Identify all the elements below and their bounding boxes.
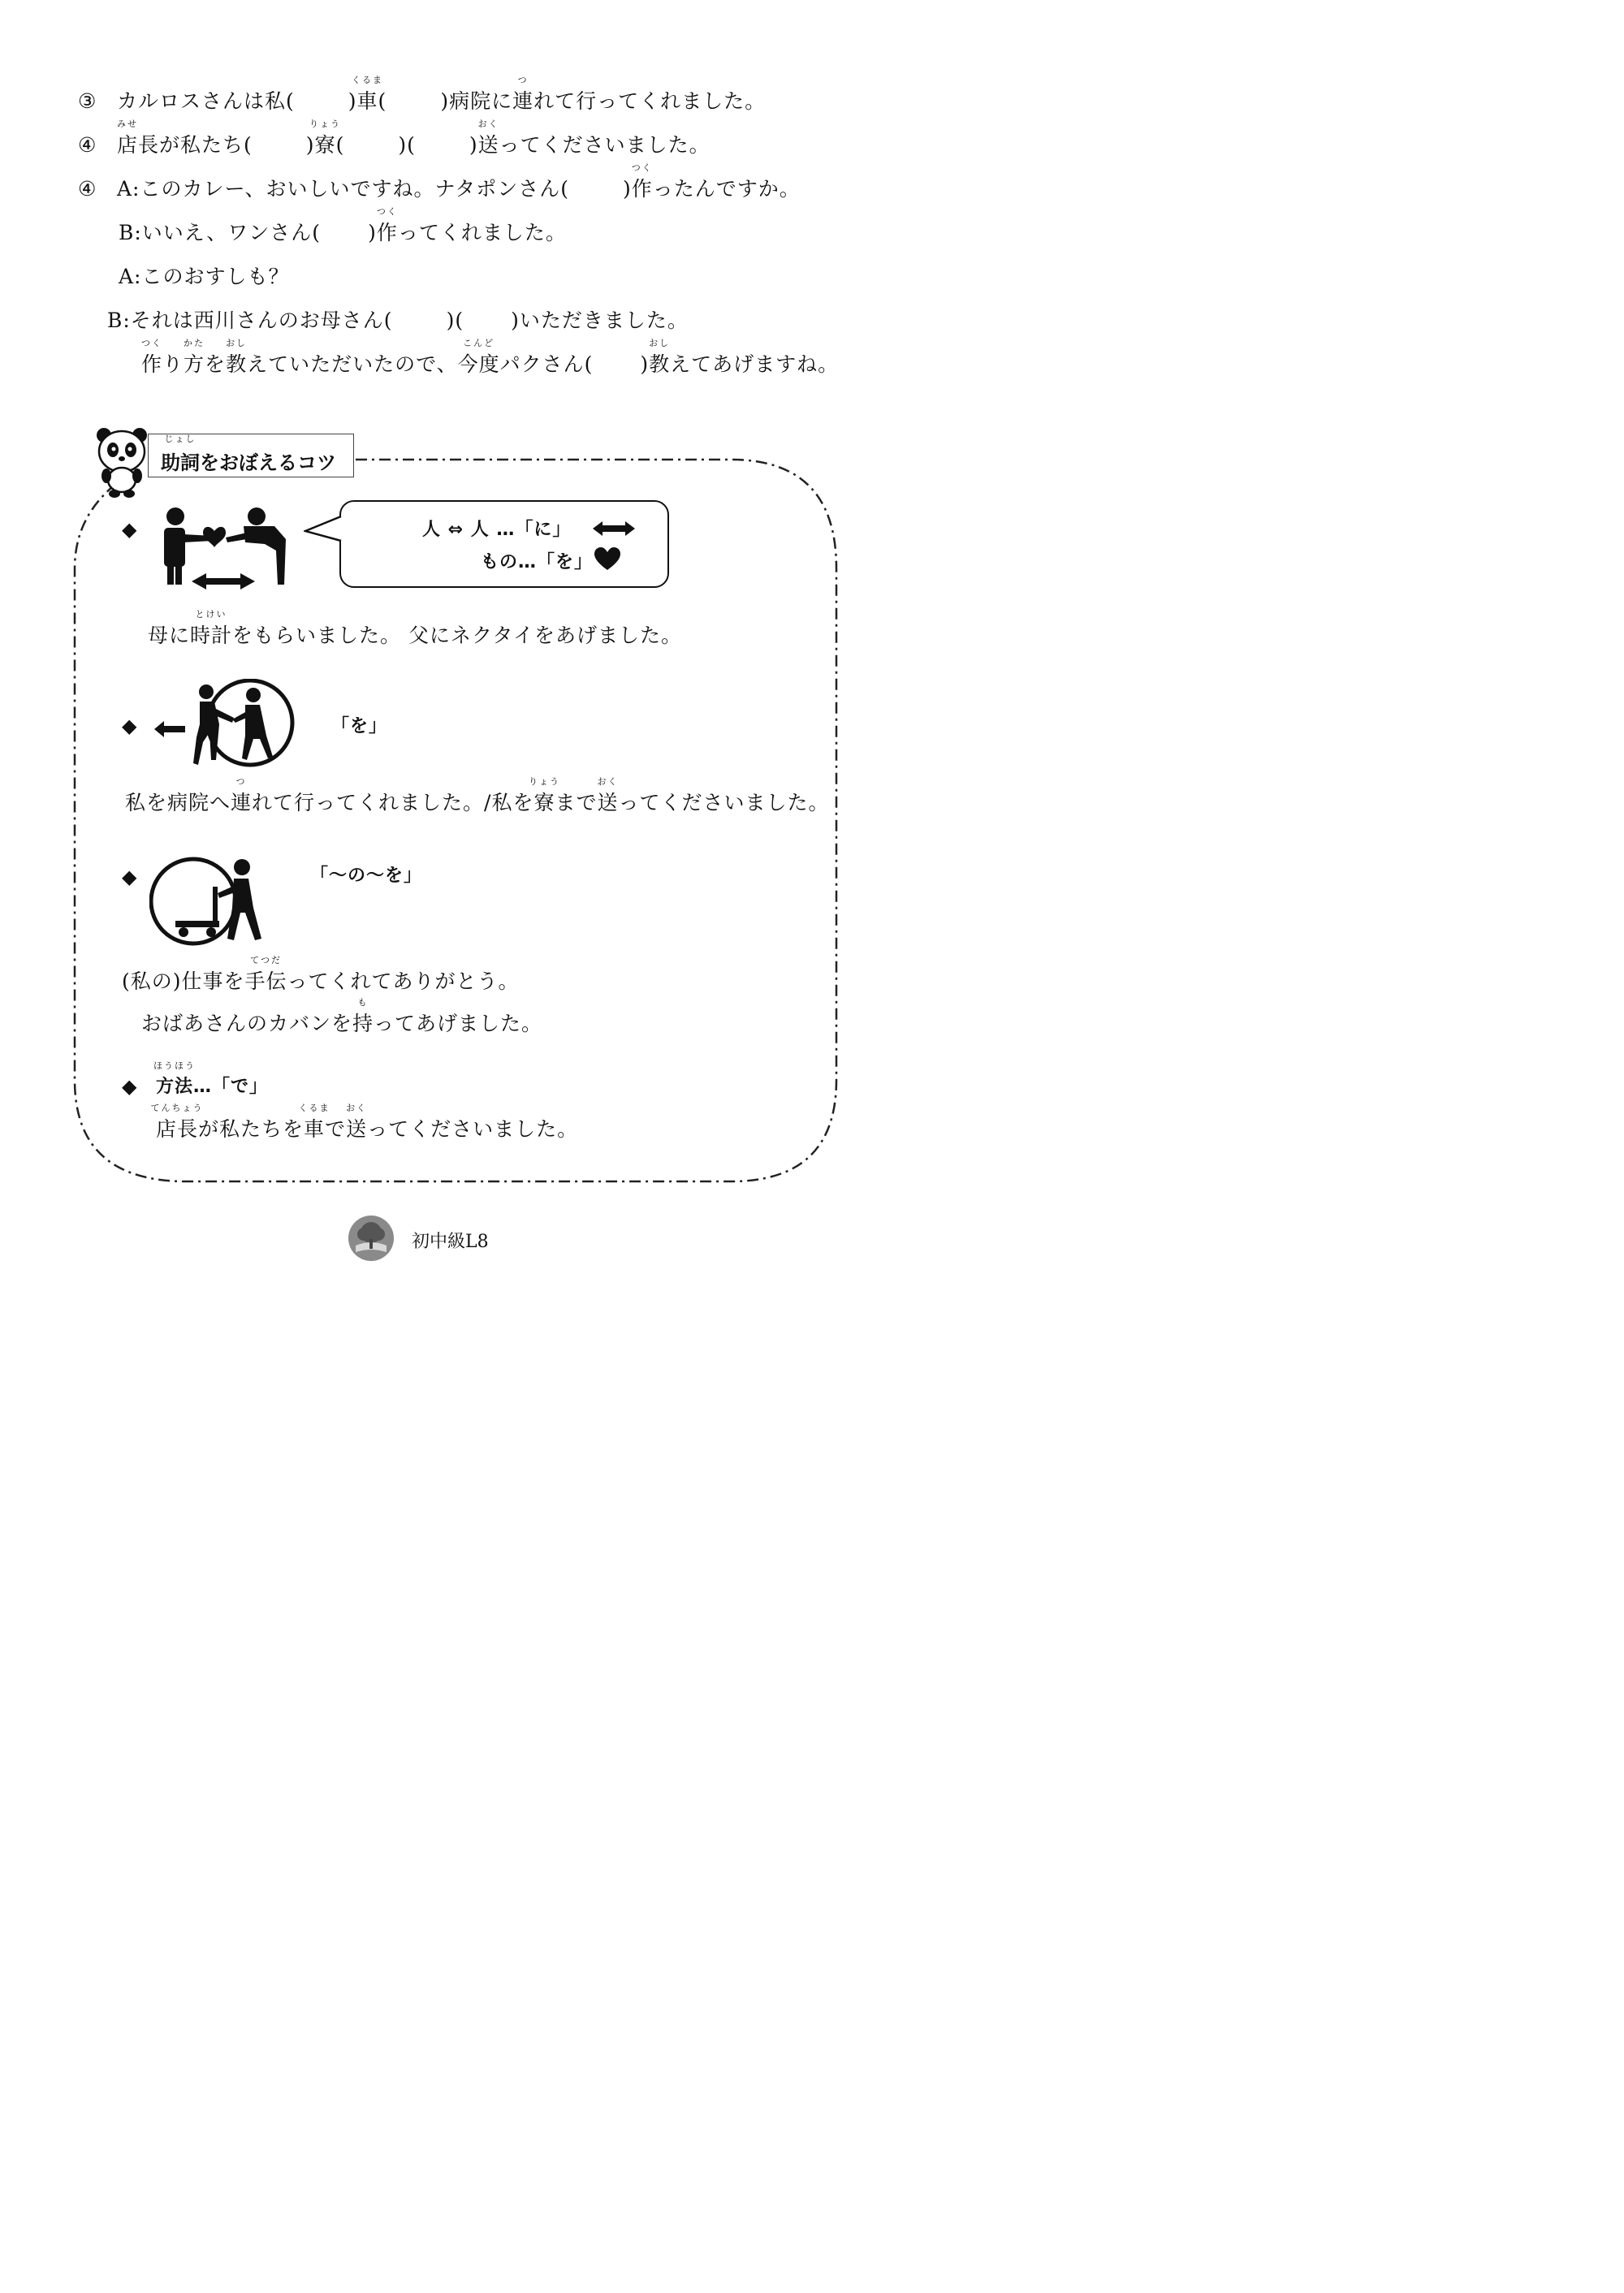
- lead-person-icon: [192, 679, 297, 768]
- example-sentence-2: 私を病院へ連 つ れて行ってくれました。/私を寮 りょう まで送 おく ってくださいました。: [125, 776, 830, 814]
- footer-logo-icon: [348, 1215, 395, 1262]
- ruby-word: 店 みせ: [117, 119, 139, 157]
- ruby-word: 今度 こんど: [457, 338, 500, 376]
- ruby-word: 作 つく: [376, 206, 398, 244]
- person-cart-icon: [149, 856, 266, 947]
- ruby-word: 教 おし: [649, 338, 671, 376]
- bullet-diamond-icon: ◆: [122, 518, 137, 541]
- bullet-diamond-icon: ◆: [122, 715, 137, 737]
- footer-level-label: 初中級L8: [412, 1232, 489, 1252]
- panda-mascot-icon: [93, 425, 151, 499]
- ruby-word: 送 おく: [477, 119, 499, 157]
- people-exchange-icon: [156, 507, 302, 598]
- bubble-rule-thing: もの…「を」: [481, 552, 594, 572]
- no-wo-label: 「～の～を」: [310, 866, 423, 886]
- bullet-diamond-icon: ◆: [122, 1075, 137, 1098]
- ruby-word: 教 おし: [226, 338, 248, 376]
- exercise-line-4b: ④ A:このカレー、おいしいですね。ナタポンさん( )作 つく ったんですか。: [78, 175, 801, 203]
- ruby-word: 車 くるま: [352, 75, 384, 113]
- exercise-line-4a: ④ 店 みせ 長が私たち( )寮 りょう ( )( )送 おく ってくださいました。: [78, 132, 710, 159]
- wo-label: 「を」: [331, 716, 388, 736]
- bullet-diamond-icon: ◆: [122, 866, 137, 888]
- ruby-word: 連 つ: [512, 75, 534, 113]
- exercise-line-3: ③ カルロスさんは私( )車 くるま ( )病院に連 つ れて行ってくれました。: [78, 88, 766, 115]
- example-sentence-5: 店長 てんちょう が私たちを車 くるま で送 おく ってくださいました。: [150, 1103, 579, 1141]
- example-sentence-1: 母に時計 とけい をもらいました。 父にネクタイをあげました。: [148, 609, 682, 647]
- heart-icon: [594, 547, 621, 572]
- dialogue-line-b3: 作 つく り方 かた を教 おし えていただいたので、今度 こんど パクさん( )教 おし えてあげますね。: [141, 351, 839, 378]
- double-arrow-icon: [591, 520, 637, 538]
- dialogue-line-a2: A:このおすしも？: [119, 265, 290, 288]
- dialogue-line-b1: B:いいえ、ワンさん( )作 つく ってくれました。: [119, 219, 567, 247]
- ruby-word: 作 つく: [141, 338, 163, 376]
- dialogue-line-b2: B:それは西川さんのお母さん( )( )いただきました。: [107, 309, 689, 332]
- ruby-word: 寮 りょう: [309, 119, 342, 157]
- bubble-tail: [304, 512, 344, 547]
- ruby-word: 方 かた: [184, 338, 205, 376]
- bubble-rule-person: 人 ⇔ 人 …「に」: [422, 520, 572, 540]
- example-sentence-3: (私の)仕事を手伝 てつだ ってくれてありがとう。: [122, 955, 520, 993]
- left-arrow-icon: [153, 719, 187, 739]
- method-label: 方法 ほうほう …「で」: [153, 1060, 269, 1097]
- example-sentence-4: おばあさんのカバンを持 も ってあげました。: [141, 997, 543, 1035]
- ruby-word: 作 つく: [631, 162, 653, 201]
- tips-title: 助詞 じょし をおぼえるコツ: [161, 434, 336, 474]
